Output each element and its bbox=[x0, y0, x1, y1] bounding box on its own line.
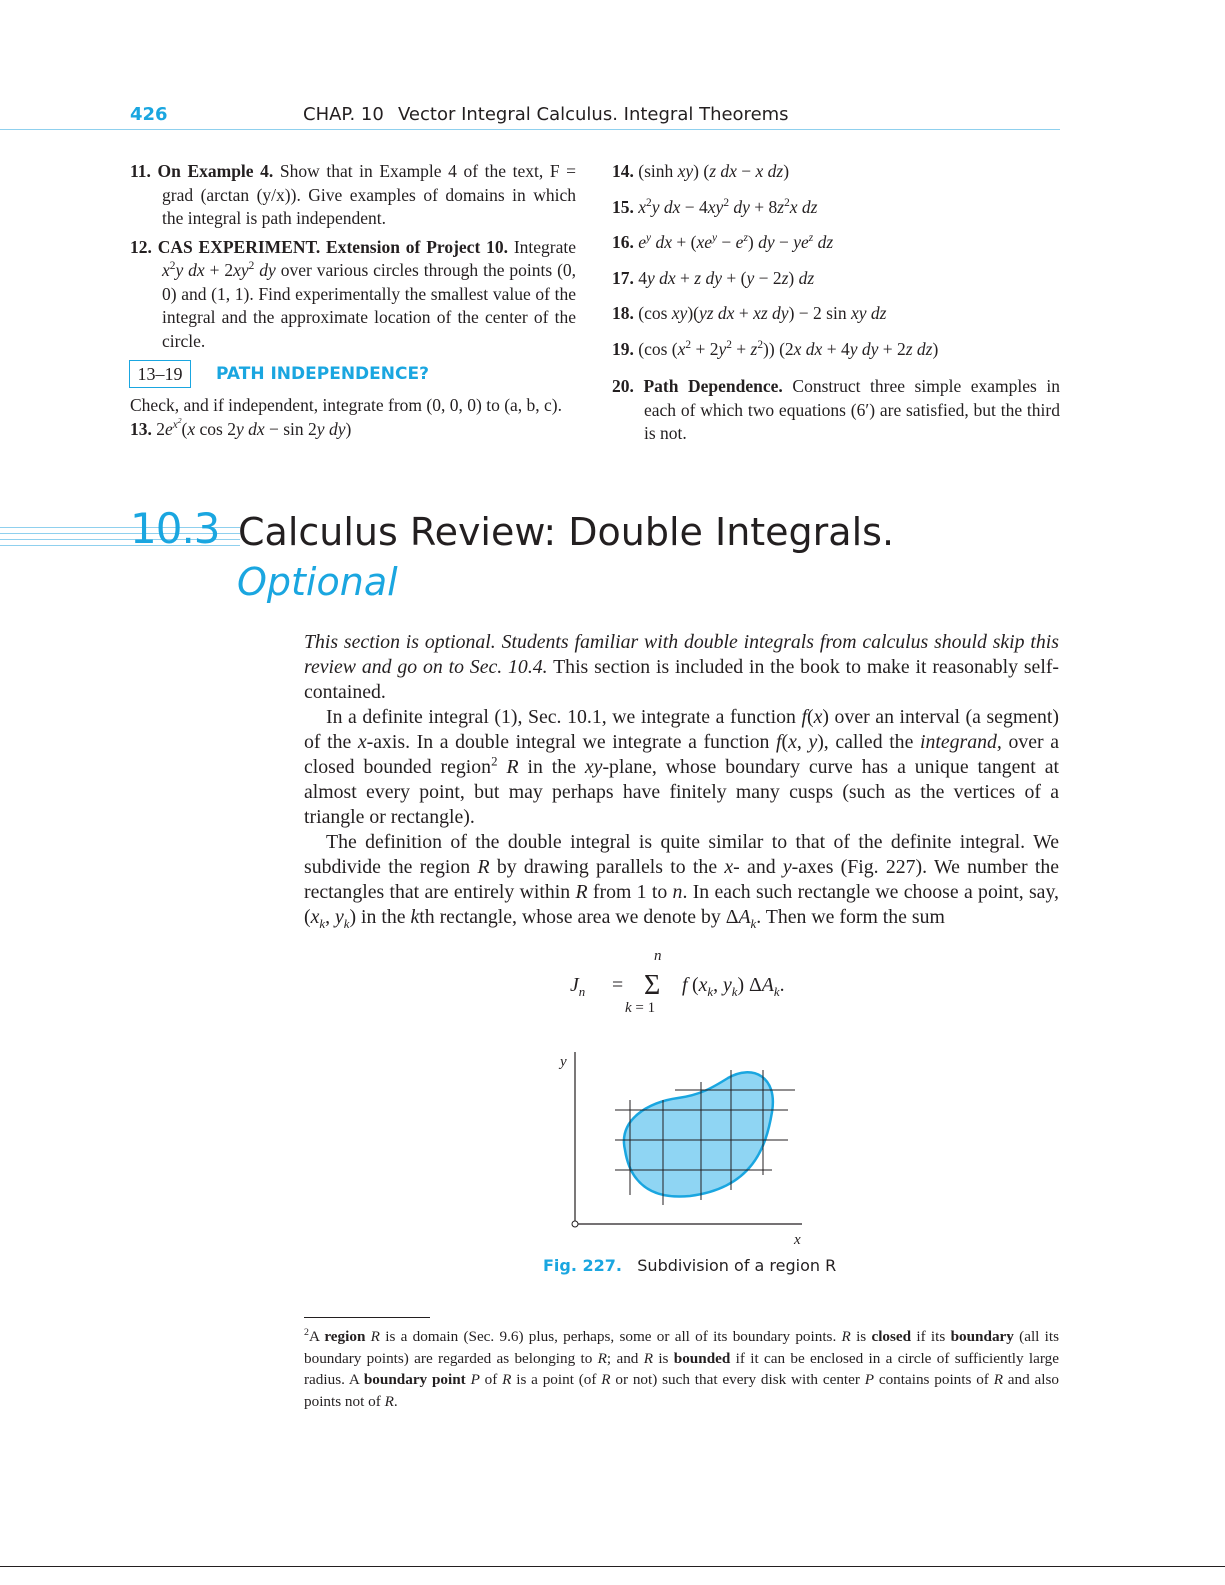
section-title: Calculus Review: Double Integrals. bbox=[238, 510, 895, 554]
problem-14: 14. (sinh xy) (z dx − x dz) bbox=[612, 161, 790, 181]
x-axis-label: x bbox=[794, 1232, 801, 1248]
problem-12: 12. CAS EXPERIMENT. Extension of Project 10. Integrate $x^2y$ dx + $2xy^2$ dy over various circles through the points (0, 0) and (1, 1). Find experimentally the smallest value of the integral and the approximate location of the center of the circle. bbox=[130, 236, 577, 351]
y-axis-label: y bbox=[560, 1054, 567, 1070]
problem-number: 19. bbox=[612, 338, 634, 359]
problem-number: 20. bbox=[612, 376, 634, 396]
region-r bbox=[624, 1072, 773, 1196]
problem-number: 12. bbox=[130, 236, 152, 257]
problem-text: Show that in Example 4 of the text, F = grad (arctan (y/x)). Give examples of domains in which the integral is path independent. bbox=[162, 161, 577, 228]
chapter-label: CHAP. 10 bbox=[303, 104, 384, 125]
page-bottom-rule bbox=[0, 1566, 1225, 1567]
section-body bbox=[304, 630, 1059, 930]
chapter-title: Vector Integral Calculus. Integral Theorems bbox=[398, 104, 789, 125]
problem-title: CAS EXPERIMENT. Extension of Project 10. bbox=[157, 236, 508, 257]
problem-15: 15. $x^2y$ dx − $4xy^2$ dy + $8z^2x$ dz bbox=[612, 196, 818, 217]
problem-text-a: Integrate bbox=[513, 236, 576, 257]
intro-italic: This section is optional. Students familiar with double integrals from calculus should skip this review and go on to Sec. 10.4. bbox=[304, 631, 1059, 678]
problem-group-instructions: Check, and if independent, integrate from (0, 0, 0) to (a, b, c). bbox=[130, 395, 563, 415]
problem-group-title: PATH INDEPENDENCE? bbox=[216, 364, 429, 384]
problem-number: 11. bbox=[130, 161, 151, 181]
problem-title: Path Dependence. bbox=[643, 376, 783, 396]
problem-18: 18. (cos xy)(yz dx + xz dy) − 2 sin xy dz bbox=[612, 303, 887, 323]
problem-20 bbox=[612, 375, 1060, 446]
footnote: $^2$A region R is a domain (Sec. 9.6) plus, perhaps, some or all of its boundary points. R is closed if its boundary (all its boundary points) are regarded as belonging to R; and R is bounded if it can be enclosed in a circle of sufficiently large radius. A boundary point P of R is a point (of R or not) such that every disk with center P contains points of R and also points not of R. bbox=[304, 1326, 1059, 1410]
problem-number: 13. bbox=[130, 419, 152, 439]
problem-text-b: over various circles through the points (0, 0) and (1, 1). Find experimentally the smallest value of the integral and the approximate location of the center of the circle. bbox=[162, 260, 577, 351]
footnote-rule bbox=[304, 1317, 430, 1318]
problem-number: 18. bbox=[612, 303, 634, 323]
paragraph-definition: The definition of the double integral is quite similar to that of the definite integral. We subdivide the region R by drawing parallels to the x- and y-axes (Fig. 227). We number the rectangles that are entirely within R from 1 to n. In each such rectangle we choose a point, say, ($x_k$, $y_k$) in the kth rectangle, whose area we denote by $\Delta A_k$. Then we form the sum bbox=[304, 831, 1059, 931]
paragraph-definite-integral: In a definite integral (1), Sec. 10.1, we integrate a function f(x) over an interval (a segment) of the x-axis. In a double integral we integrate a function f(x, y), called the integrand, over a closed bounded region$^2$ R in the xy-plane, whose boundary curve has a unique tangent at almost every point, but may perhaps have finitely many cusps (such as the vertices of a triangle or rectangle). bbox=[304, 706, 1059, 828]
problem-11 bbox=[130, 160, 576, 231]
figure-label: Fig. 227. bbox=[543, 1256, 622, 1275]
problem-range-box: 13–19 bbox=[129, 360, 191, 388]
problem-title: On Example 4. bbox=[157, 161, 274, 181]
header-rule bbox=[0, 129, 1060, 130]
page-number: 426 bbox=[130, 104, 168, 125]
figure-caption bbox=[543, 1256, 836, 1275]
riemann-sum-equation: n $J_n$ = Σ f ($x_k$, $y_k$) $\Delta A_k$. k = 1 bbox=[570, 948, 785, 1016]
problem-19: 19. (cos $(x^2 + 2y^2 + z^2)$) (2x dx + 4y dy + 2z dz) bbox=[612, 338, 939, 359]
section-number: 10.3 bbox=[130, 504, 220, 553]
section-subtitle: Optional bbox=[237, 560, 398, 604]
exercises-right-column bbox=[612, 160, 1060, 446]
origin-marker bbox=[572, 1221, 578, 1227]
intro-rest: This section is included in the book to make it reasonably self-contained. bbox=[304, 656, 1059, 703]
problem-number: 17. bbox=[612, 267, 634, 288]
problem-16: 16. $e^y$ dx + $(xe^y - e^z)$ dy − $ye^z$ dz bbox=[612, 232, 834, 252]
exercises-left-column bbox=[130, 160, 576, 358]
figure-caption-text: Subdivision of a region R bbox=[637, 1256, 837, 1275]
problem-number: 16. bbox=[612, 232, 634, 252]
footnote-marker: 2 bbox=[304, 1326, 309, 1338]
problem-number: 14. bbox=[612, 161, 634, 181]
intro-paragraph bbox=[304, 630, 1059, 705]
problem-text: Construct three simple examples in each of which two equations (6′) are satisfied, but the third is not. bbox=[644, 376, 1061, 443]
problem-17: 17. 4y dx + z dy + (y − 2z) dz bbox=[612, 267, 815, 288]
problem-number: 15. bbox=[612, 196, 634, 217]
problem-13: 13. $2e^{x^2}(x$ cos 2y dx − sin 2y dy) bbox=[130, 416, 352, 439]
figure-227 bbox=[540, 1040, 840, 1250]
